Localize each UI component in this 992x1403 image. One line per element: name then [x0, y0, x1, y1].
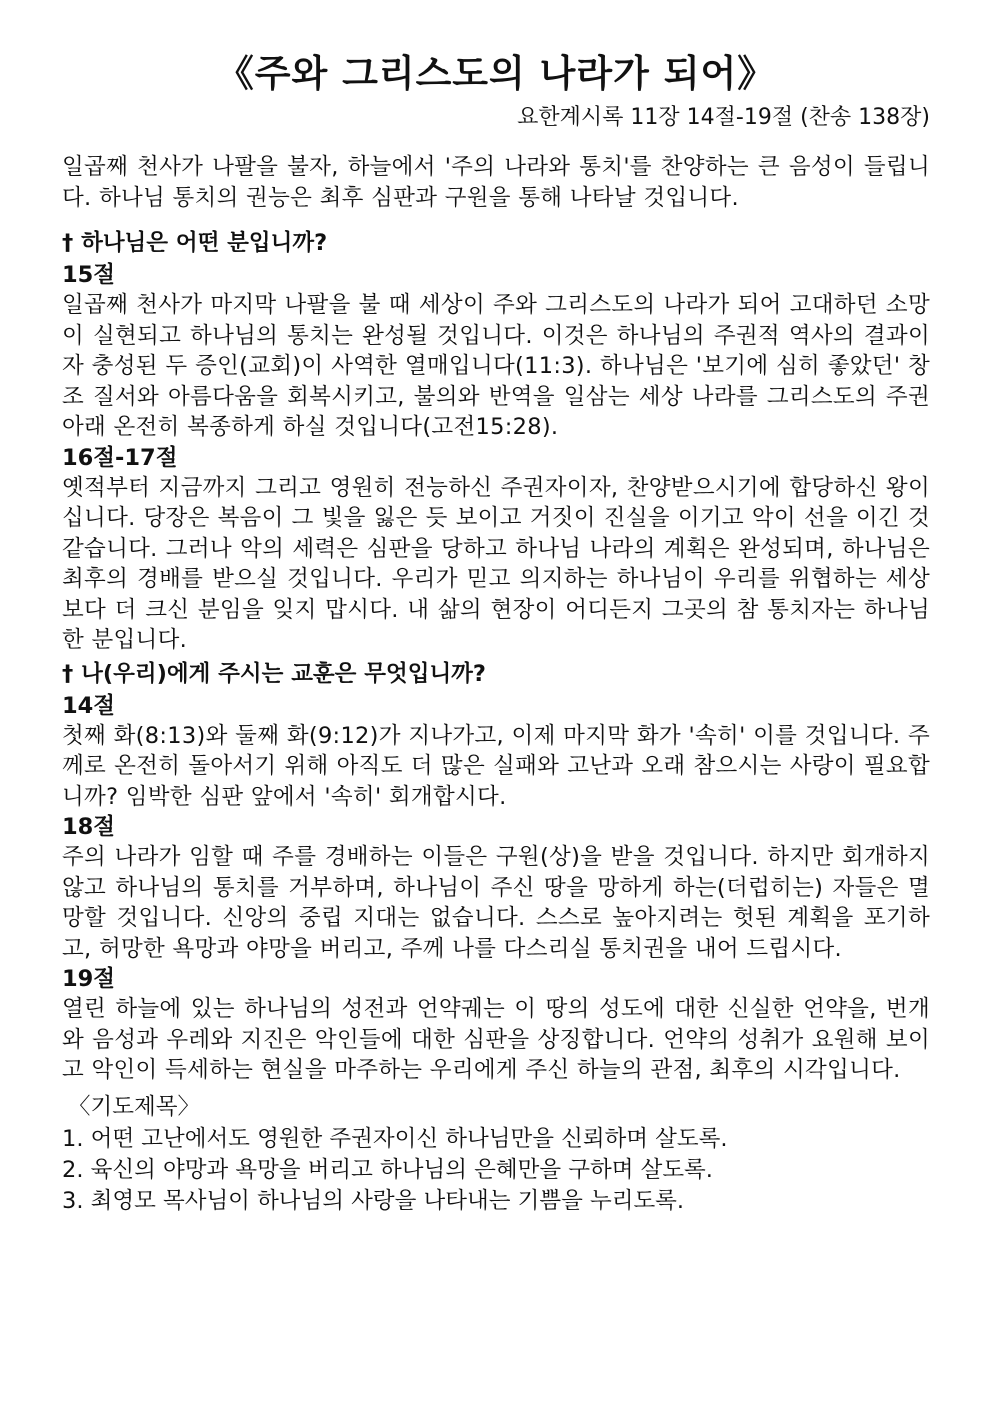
- verse-text-14: 첫째 화(8:13)와 둘째 화(9:12)가 지나가고, 이제 마지막 화가 '속히' 이를 것입니다. 주께로 온전히 돌아서기 위해 아직도 더 많은 실패와 고난과 오래 참으시는 사랑이 필요합니까? 임박한 심판 앞에서 '속히' 회개합시다.: [62, 722, 930, 810]
- intro-paragraph: 일곱째 천사가 나팔을 불자, 하늘에서 '주의 나라와 통치'를 찬양하는 큰 음성이 들립니다. 하나님 통치의 권능은 최후 심판과 구원을 통해 나타날 것입니다.: [62, 154, 930, 211]
- prayer-item: 1. 어떤 고난에서도 영원한 주권자이신 하나님만을 신뢰하며 살도록.: [62, 1125, 728, 1152]
- verse-text-18: 주의 나라가 임할 때 주를 경배하는 이들은 구원(상)을 받을 것입니다. 하지만 회개하지 않고 하나님의 통치를 거부하며, 하나님이 주신 땅을 망하게 하는(더럽히는) 자들은 멸망할 것입니다. 신앙의 중립 지대는 없습니다. 스스로 높아지려는 헛된 계획을 포기하고, 허망한 욕망과 야망을 버리고, 주께 나를 다스리실 통치권을 내어 드립시다.: [62, 844, 930, 962]
- section-lessons: [62, 658, 930, 1086]
- scripture-reference: 요한계시록 11장 14절-19절 (찬송 138장): [517, 105, 930, 130]
- prayer-section: [62, 1090, 930, 1217]
- prayer-heading: 〈기도제목〉: [68, 1093, 200, 1120]
- section-heading-lessons: † 나(우리)에게 주시는 교훈은 무엇입니까?: [62, 660, 486, 687]
- verse-text-15: 일곱째 천사가 마지막 나팔을 불 때 세상이 주와 그리스도의 나라가 되어 고대하던 소망이 실현되고 하나님의 통치는 완성될 것입니다. 이것은 하나님의 주권적 역사의 결과이자 충성된 두 증인(교회)이 사역한 열매입니다(11:3). 하나님은 '보기에 심히 좋았던' 창조 질서와 아름다움을 회복시키고, 불의와 반역을 일삼는 세상 나라를 그리스도의 주권 아래 온전히 복종하게 하실 것입니다(고전15:28).: [62, 292, 930, 440]
- document-title: 《주와 그리스도의 나라가 되어》: [216, 52, 776, 95]
- section-heading-who-is-god: † 하나님은 어떤 분입니까?: [62, 230, 328, 256]
- verse-label-18: 18절: [62, 814, 116, 840]
- prayer-list: [62, 1124, 930, 1217]
- verse-text-16-17: 옛적부터 지금까지 그리고 영원히 전능하신 주권자이자, 찬양받으시기에 합당하신 왕이십니다. 당장은 복음이 그 빛을 잃은 듯 보이고 거짓이 진실을 이기고 악이 선을 이긴 것 같습니다. 그러나 악의 세력은 심판을 당하고 하나님 나라의 계획은 완성되며, 하나님은 최후의 경배를 받으실 것입니다. 우리가 믿고 의지하는 하나님이 우리를 위협하는 세상보다 더 크신 분임을 잊지 맙시다. 내 삶의 현장이 어디든지 그곳의 참 통치자는 하나님 한 분입니다.: [62, 474, 930, 653]
- verse-label-19: 19절: [62, 966, 116, 992]
- verse-label-16-17: 16절-17절: [62, 444, 178, 471]
- document-page: [62, 48, 930, 1217]
- prayer-item: 2. 육신의 야망과 욕망을 버리고 하나님의 은혜만을 구하며 살도록.: [62, 1156, 713, 1183]
- section-who-is-god: [62, 227, 930, 656]
- verse-text-19: 열린 하늘에 있는 하나님의 성전과 언약궤는 이 땅의 성도에 대한 신실한 언약을, 번개와 음성과 우레와 지진은 악인들에 대한 심판을 상징합니다. 언약의 성취가 요원해 보이고 악인이 득세하는 현실을 마주하는 우리에게 주신 하늘의 관점, 최후의 시각입니다.: [62, 996, 930, 1083]
- verse-label-15: 15절: [62, 262, 116, 288]
- verse-label-14: 14절: [62, 692, 116, 719]
- prayer-item: 3. 최영모 목사님이 하나님의 사랑을 나타내는 기쁨을 누리도록.: [62, 1187, 685, 1214]
